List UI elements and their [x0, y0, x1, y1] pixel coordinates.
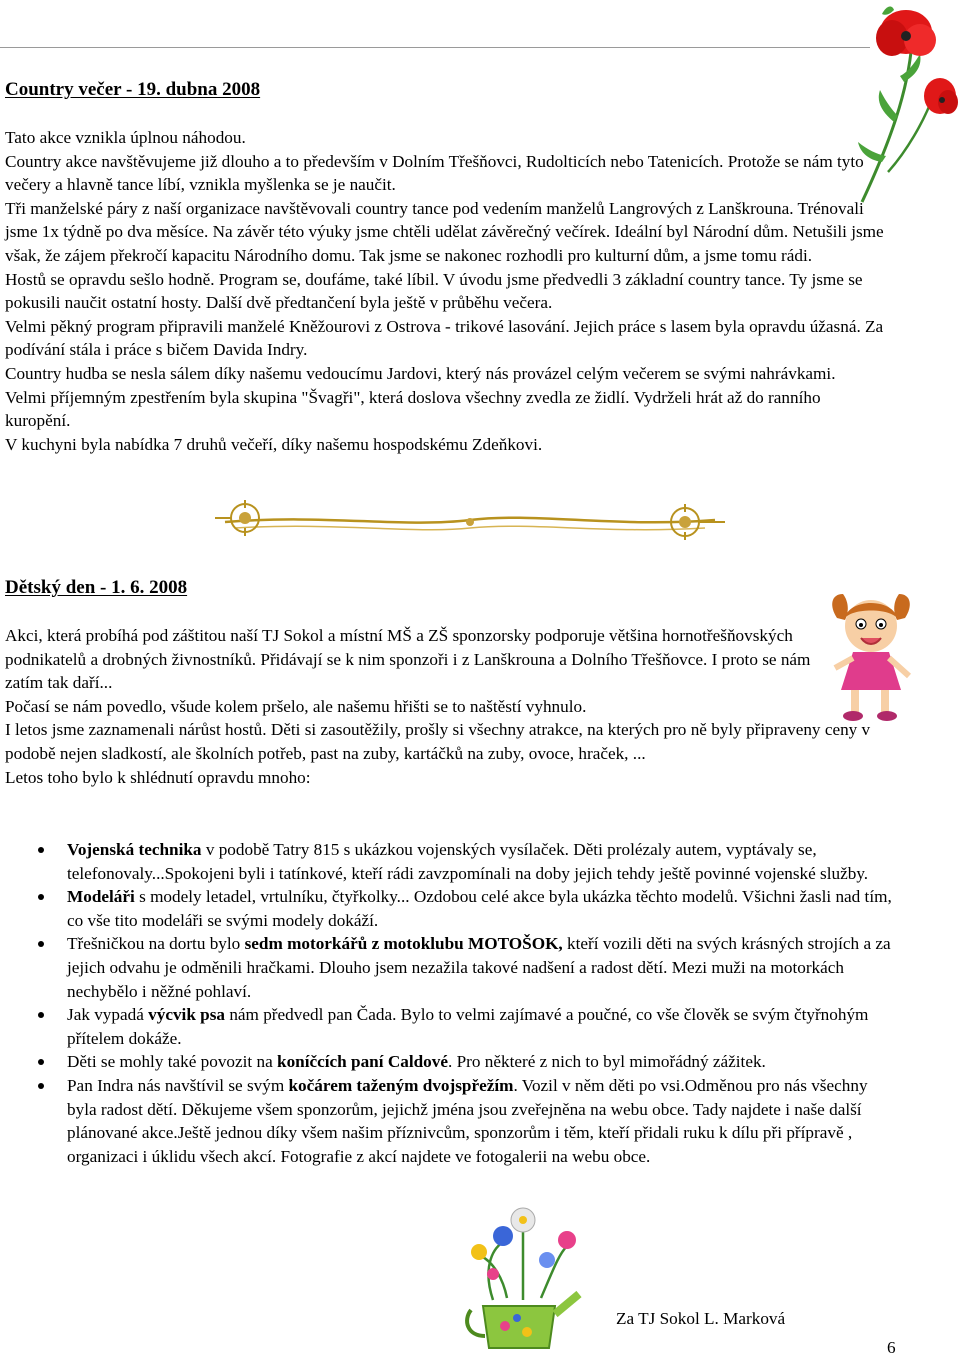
paragraph: Akci, která probíhá pod záštitou naší TJ Sokol a místní MŠ a ZŠ sponzorsky podporuje většina hornotřešňovských podnikatelů a drobných živnostníků. Přidávají se k nim sponzoři i z Lanškrouna a Dolního Třešňovce. I proto se nám zatím tak daří... [5, 626, 811, 693]
paragraph: Tři manželské páry z naší organizace navštěvovali country tance pod vedením manželů Langrových z Lanškrouna. Trénovali jsme 1x týdně po dva měsíce. Na závěr této výuky jsme chtěli udělat závěrečný večírek. Ideální byl Národní dům. Netušili jsme však, že zájem překročí kapacitu Národního domu. Tak jsme se nakonec rozhodli pro kulturní dům, a jsme tomu rádi. [5, 198, 884, 265]
paragraph: Tato akce vznikla úplnou náhodou. [5, 128, 246, 147]
section-title-children-day: Dětský den - 1. 6. 2008 [5, 577, 188, 598]
page-number: 6 [887, 1338, 896, 1357]
section-body-children-day [5, 624, 895, 789]
paragraph: V kuchyni byla nabídka 7 druhů večeří, díky našemu hospodskému Zdeňkovi. [5, 434, 543, 454]
section-title-country: Country večer - 19. dubna 2008 [5, 79, 261, 100]
activity-list [5, 838, 900, 1168]
list-item: Modeláři s modely letadel, vrtulníku, čtyřkolky... Ozdobou celé akce byla ukázka těchto modelů. Všichni žasli nad tím, co vše tito modeláři se svými modely dokáží. [5, 885, 900, 932]
ornament-divider-icon [205, 488, 735, 550]
list-item: Pan Indra nás navštívil se svým kočárem taženým dvojspřežím. Vozil v něm děti po vsi.Odměnou pro nás všechny byla radost dětí. Děkujeme všem sponzorům, jejichž jména jsou zveřejněna na webu obce. Tady najdete i naše další plánované akce.Ještě jednou díky všem našim příznivcům, sponzorům i těm, kteří přidali ruku k dílu při přípravě , organizaci i úklidu všech akcí. Fotografie z akcí najdete ve fotogalerii na webu obce. [5, 1074, 900, 1168]
paragraph: Country akce navštěvujeme již dlouho a to především v Dolním Třešňovci, Rudolticích nebo Tatenicích. Protože se nám tyto večery a hlavně tance líbí, vznikla myšlenka se je naučit. [5, 151, 864, 195]
paragraph: Hostů se opravdu sešlo hodně. Program se, doufáme, také líbil. V úvodu jsme předvedli 3 základní country tance. Ty jsme se pokusili naučit ostatní hosty. Další dvě předtančení byla ještě v průběhu večera. [5, 269, 863, 313]
section-body-country [5, 126, 885, 456]
paragraph: Letos toho bylo k shlédnutí opravdu mnoho: [5, 767, 311, 787]
signature: Za TJ Sokol L. Marková [616, 1309, 786, 1328]
list-item: Děti se mohly také povozit na koníčcích paní Caldové. Pro některé z nich to byl mimořádný zážitek. [5, 1050, 900, 1074]
list-item: Třešničkou na dortu bylo sedm motorkářů z motoklubu MOTOŠOK, kteří vozili děti na svých krásných strojích a za jejich odvahu je odměnili hračkami. Dlouho jsem nezažila takové nadšení a radost dětí. Mezi muži na motorkách nechybělo i něžné pohlaví. [5, 932, 900, 1003]
watering-can-flowers-icon [463, 1190, 583, 1352]
list-item: Jak vypadá výcvik psa nám předvedl pan Čada. Bylo to velmi zajímavé a poučné, co vše člověk se svým čtyřnohým přítelem dokáže. [5, 1003, 900, 1050]
paragraph: Velmi příjemným zpestřením byla skupina "Švagři", která doslova všechny zvedla ze židlí. Vydrželi hrát až do ranního kuropění. [5, 387, 821, 431]
list-item: Vojenská technika v podobě Tatry 815 s ukázkou vojenských vysílaček. Děti prolézaly autem, vyptávaly se, telefonovaly...Spokojeni byli i tatínkové, kteří rádi zavzpomínali na doby jejich tehdy ještě povinné vojenské služby. [5, 838, 900, 885]
paragraph: Country hudba se nesla sálem díky našemu vedoucímu Jardovi, který nás provázel celým večerem se svými nahrávkami. [5, 363, 836, 383]
paragraph: I letos jsme zaznamenali nárůst hostů. Děti si zasoutěžily, prošly si všechny atrakce, na kterých pro ně byly připraveny ceny v podobě nejen sladkostí, ale školních potřeb, past na zuby, kartáčků na zuby, ovoce, hraček, ... [5, 720, 871, 763]
paragraph: Počasí se nám povedlo, všude kolem pršelo, ale našemu hřišti se to naštěstí vyhnulo. [5, 696, 587, 716]
top-rule [0, 47, 870, 48]
paragraph: Velmi pěkný program připravili manželé Kněžourovi z Ostrova - trikové lasování. Jejich práce s lasem byla opravdu úžasná. Za podívání stála i práce s bičem Davida Indry. [5, 316, 884, 360]
